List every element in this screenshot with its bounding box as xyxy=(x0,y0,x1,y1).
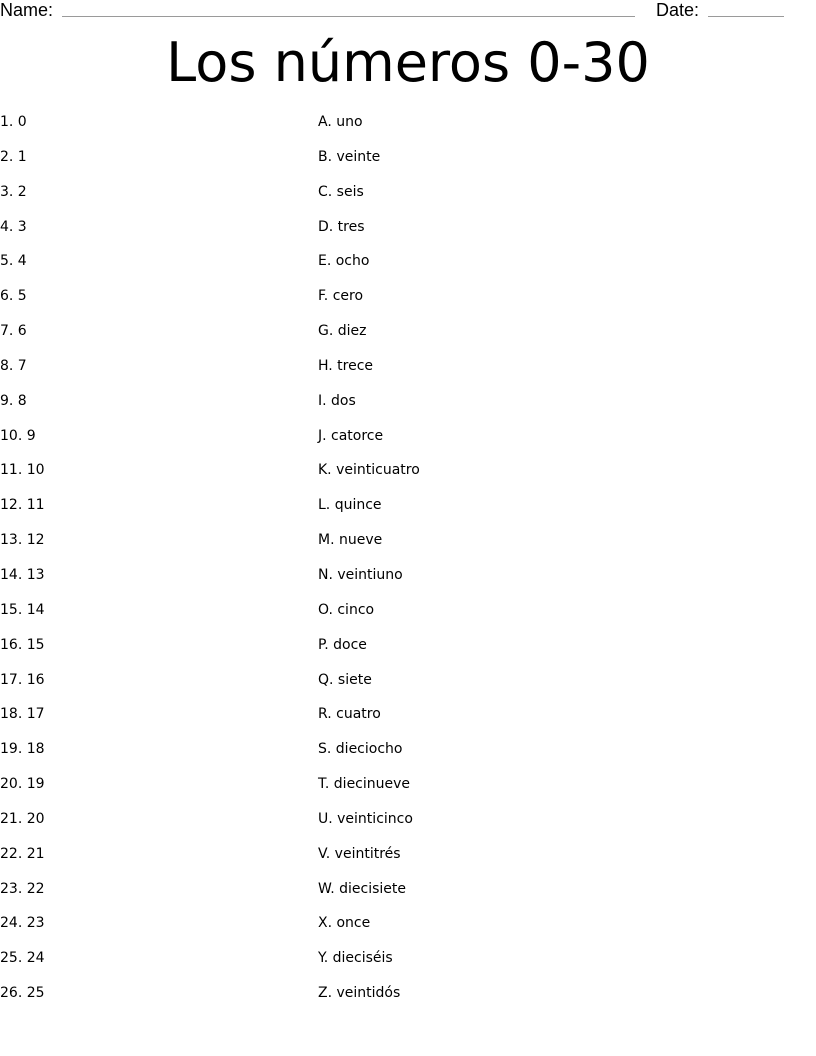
question-item: 24. 23 xyxy=(0,915,45,932)
list-item xyxy=(0,456,816,491)
answer-option: Z. veintidós xyxy=(318,985,401,1002)
answer-option: D. tres xyxy=(318,218,365,235)
answer-option: E. ocho xyxy=(318,253,370,270)
list-item xyxy=(0,666,816,701)
question-item: 22. 21 xyxy=(0,845,45,862)
name-blank-line xyxy=(62,16,635,17)
list-item xyxy=(0,387,816,422)
list-item xyxy=(0,631,816,666)
question-item: 26. 25 xyxy=(0,985,45,1002)
list-item xyxy=(0,909,816,944)
list-item xyxy=(0,561,816,596)
answer-option: Q. siete xyxy=(318,671,372,688)
question-item: 19. 18 xyxy=(0,741,45,758)
answer-option: J. catorce xyxy=(318,427,384,444)
answer-option: K. veinticuatro xyxy=(318,462,420,479)
answer-option: H. trece xyxy=(318,357,374,374)
question-item: 11. 10 xyxy=(0,462,45,479)
answer-option: Y. dieciséis xyxy=(318,950,393,967)
answer-option: X. once xyxy=(318,915,371,932)
list-item xyxy=(0,178,816,213)
date-label: Date: xyxy=(656,0,700,20)
answer-option: R. cuatro xyxy=(318,706,381,723)
question-item: 13. 12 xyxy=(0,532,45,549)
name-label: Name: xyxy=(0,0,54,20)
question-item: 12. 11 xyxy=(0,497,45,514)
question-item: 1. 0 xyxy=(0,114,27,130)
list-item xyxy=(0,700,816,735)
question-item: 2. 1 xyxy=(0,148,27,165)
question-item: 16. 15 xyxy=(0,636,45,653)
list-item xyxy=(0,979,816,1014)
question-item: 9. 8 xyxy=(0,392,27,409)
question-item: 10. 9 xyxy=(0,427,36,444)
question-item: 25. 24 xyxy=(0,950,45,967)
list-item xyxy=(0,875,816,910)
answer-option: V. veintitrés xyxy=(318,845,401,862)
question-item: 3. 2 xyxy=(0,183,27,200)
matching-list xyxy=(0,108,816,1014)
question-item: 23. 22 xyxy=(0,880,45,897)
list-item xyxy=(0,213,816,248)
answer-option: S. dieciocho xyxy=(318,741,403,758)
page-title: Los números 0-30 xyxy=(166,31,650,94)
question-item: 17. 16 xyxy=(0,671,45,688)
answer-option: B. veinte xyxy=(318,148,381,165)
list-item xyxy=(0,282,816,317)
list-item xyxy=(0,840,816,875)
list-item xyxy=(0,596,816,631)
list-item xyxy=(0,108,816,143)
list-item xyxy=(0,143,816,178)
list-item xyxy=(0,805,816,840)
answer-option: W. diecisiete xyxy=(318,880,407,897)
question-item: 18. 17 xyxy=(0,706,45,723)
answer-option: U. veinticinco xyxy=(318,810,413,827)
question-item: 8. 7 xyxy=(0,357,27,374)
question-item: 6. 5 xyxy=(0,288,27,305)
answer-option: G. diez xyxy=(318,323,367,340)
question-item: 4. 3 xyxy=(0,218,27,235)
list-item xyxy=(0,526,816,561)
list-item xyxy=(0,352,816,387)
question-item: 14. 13 xyxy=(0,566,45,583)
question-item: 20. 19 xyxy=(0,776,45,793)
list-item xyxy=(0,422,816,457)
answer-option: L. quince xyxy=(318,497,382,514)
list-item xyxy=(0,491,816,526)
answer-option: N. veintiuno xyxy=(318,566,403,583)
list-item xyxy=(0,944,816,979)
list-item xyxy=(0,247,816,282)
list-item xyxy=(0,770,816,805)
question-item: 5. 4 xyxy=(0,253,27,270)
answer-option: P. doce xyxy=(318,636,367,653)
list-item xyxy=(0,735,816,770)
answer-option: I. dos xyxy=(318,392,356,409)
answer-option: F. cero xyxy=(318,288,364,305)
answer-option: A. uno xyxy=(318,114,363,130)
answer-option: T. diecinueve xyxy=(318,776,411,793)
question-item: 7. 6 xyxy=(0,323,27,340)
answer-option: C. seis xyxy=(318,183,364,200)
worksheet-header xyxy=(0,0,816,22)
question-item: 21. 20 xyxy=(0,810,45,827)
answer-option: O. cinco xyxy=(318,601,375,618)
question-item: 15. 14 xyxy=(0,601,45,618)
list-item xyxy=(0,317,816,352)
date-blank-line xyxy=(708,16,784,17)
answer-option: M. nueve xyxy=(318,532,383,549)
